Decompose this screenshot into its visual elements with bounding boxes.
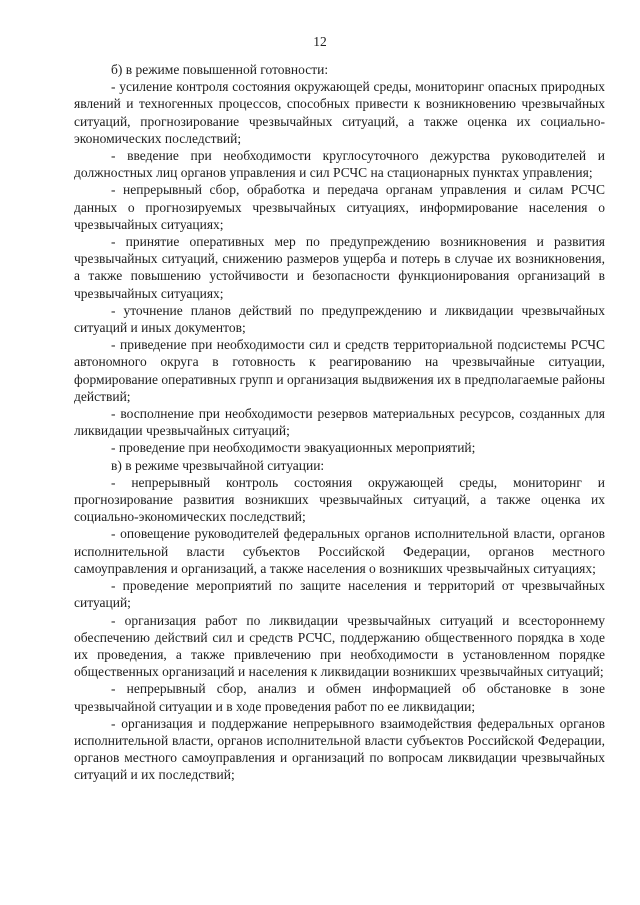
paragraph-list-item: - непрерывный сбор, анализ и обмен информацией об обстановке в зоне чрезвычайной ситуации и в ходе проведения работ по ее ликвидации; xyxy=(74,681,605,714)
paragraph-section-v-heading: в) в режиме чрезвычайной ситуации: xyxy=(111,457,325,473)
page-number: 12 xyxy=(313,34,327,49)
paragraph-list-item: - проведение мероприятий по защите населения и территорий от чрезвычайных ситуаций; xyxy=(74,578,605,611)
paragraph-list-item: - непрерывный сбор, обработка и передача органам управления и силам РСЧС данных о прогнозируемых чрезвычайных ситуациях, информирование населения о чрезвычайных ситуациях; xyxy=(74,182,605,232)
paragraph-list-item: - организация работ по ликвидации чрезвычайных ситуаций и всестороннему обеспечению действий сил и средств РСЧС, поддержанию общественного порядка в ходе их проведения, а также привлечению при необходимости в установленном порядке общественных организаций и населения к ликвидации возникших чрезвычайных ситуаций; xyxy=(74,612,605,680)
paragraph-section-b-heading: б) в режиме повышенной готовности: xyxy=(111,62,329,77)
paragraph-list-item: - введение при необходимости круглосуточного дежурства руководителей и должностных лиц органов управления и сил РСЧС на стационарных пунктах управления; xyxy=(74,148,605,181)
paragraph-list-item: - непрерывный контроль состояния окружающей среды, мониторинг и прогнозирование развития возникших чрезвычайных ситуаций, а также оценка их социально-экономических последствий; xyxy=(74,474,605,525)
paragraph-list-item: - уточнение планов действий по предупреждению и ликвидации чрезвычайных ситуаций и иных документов; xyxy=(74,302,605,336)
paragraph-list-item: - организация и поддержание непрерывного взаимодействия федеральных органов исполнительной власти, органов исполнительной власти субъектов Российской Федерации, органов местного самоуправления и организаций по вопросам ликвидации чрезвычайных ситуаций и их последствий; xyxy=(74,715,605,783)
paragraph-list-item: - приведение при необходимости сил и средств территориальной подсистемы РСЧС автономного округа в готовность к реагированию на чрезвычайные ситуации, формирование оперативных групп и организация выдвижения их в предполагаемые районы действий; xyxy=(74,337,605,404)
document-body xyxy=(74,61,605,784)
paragraph-list-item: - оповещение руководителей федеральных органов исполнительной власти, органов исполнительной власти субъектов Российской Федерации, органов местного самоуправления и организаций, а также населения о возникших чрезвычайных ситуациях; xyxy=(74,526,605,576)
paragraph-list-item: - восполнение при необходимости резервов материальных ресурсов, созданных для ликвидации чрезвычайных ситуаций; xyxy=(74,406,605,439)
paragraph-list-item: - усиление контроля состояния окружающей среды, мониторинг опасных природных явлений и техногенных процессов, способных привести к возникновению чрезвычайных ситуаций, прогнозирование чрезвычайных ситуаций, а также оценка их социально-экономических последствий; xyxy=(74,79,605,146)
paragraph-list-item: - принятие оперативных мер по предупреждению возникновения и развития чрезвычайных ситуаций, снижению размеров ущерба и потерь в случае их возникновения, а также повышению устойчивости и безопасности функционирования организаций в чрезвычайных ситуациях; xyxy=(74,234,605,301)
paragraph-list-item: - проведение при необходимости эвакуационных мероприятий; xyxy=(111,440,476,456)
